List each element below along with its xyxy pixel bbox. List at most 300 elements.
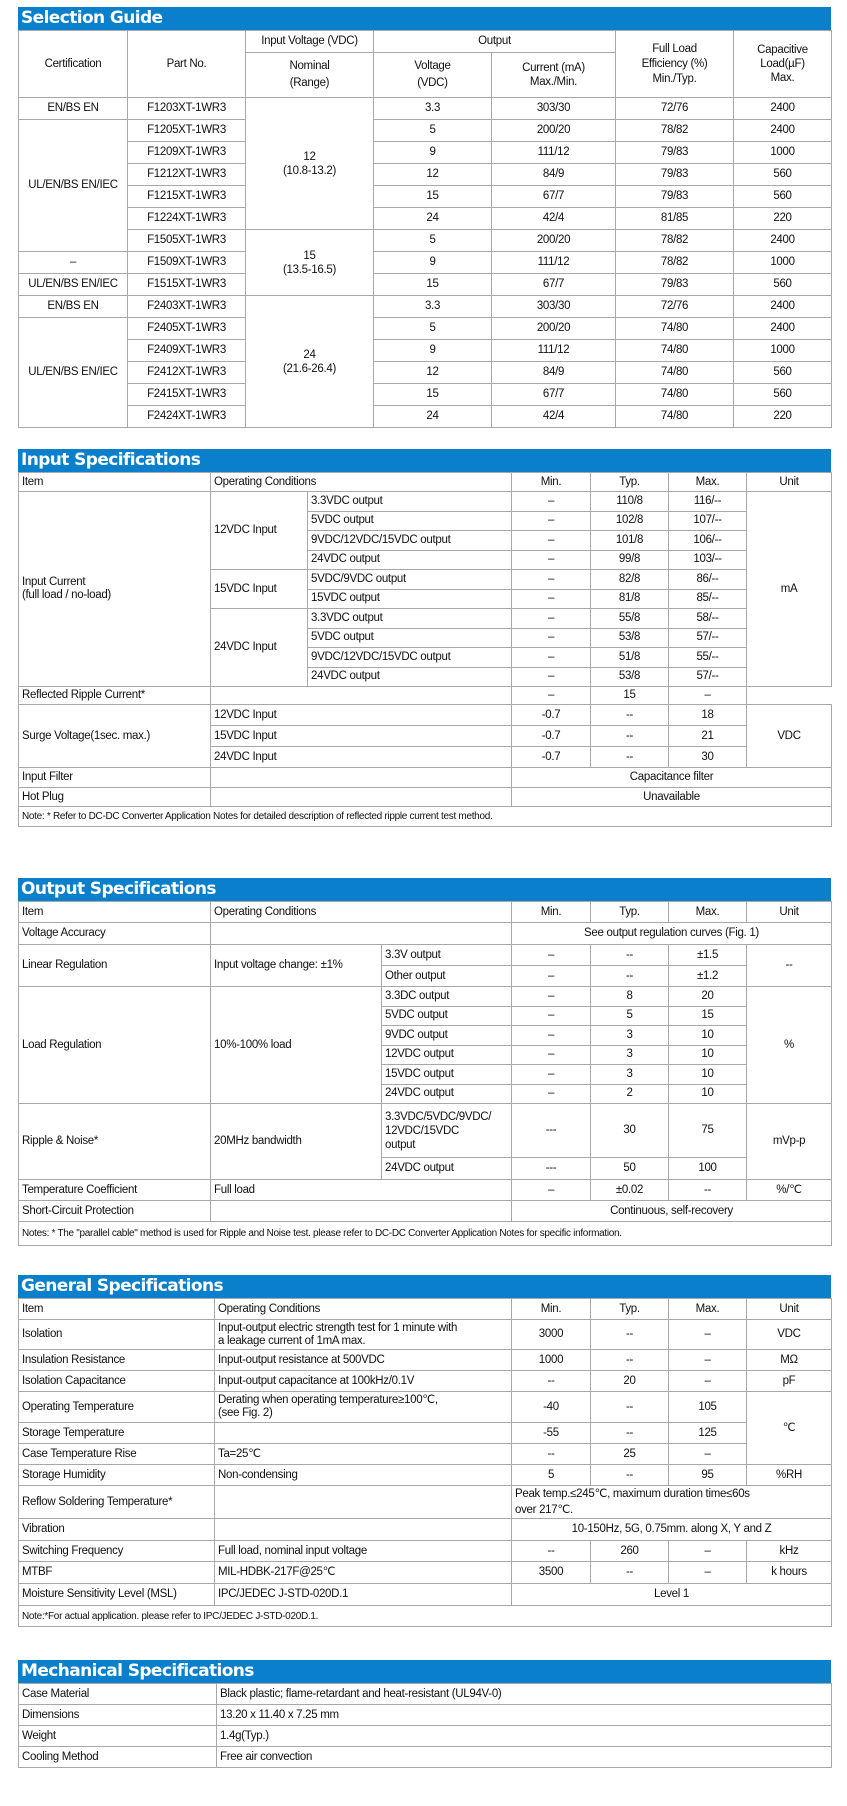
typ-cell: -- <box>591 1392 669 1423</box>
max-cell: 95 <box>669 1465 747 1486</box>
sub-condition: 24VDC output <box>308 550 512 570</box>
part-no-cell: F1205XT-1WR3 <box>128 120 246 142</box>
conditions-cell <box>211 788 512 807</box>
conditions-cell: 20MHz bandwidth <box>211 1104 382 1180</box>
unit-cell: mA <box>747 492 832 687</box>
max-cell: -- <box>669 1180 747 1201</box>
table-row <box>19 362 832 384</box>
typ-cell: 30 <box>591 1104 669 1158</box>
conditions-cell: 24VDC Input <box>211 747 512 768</box>
efficiency-cell: 79/83 <box>616 186 734 208</box>
mechanical-spec-section <box>18 1660 831 1768</box>
input-spec-table <box>18 472 832 827</box>
output-current-cell: 200/20 <box>492 318 616 340</box>
min-cell: – <box>512 1180 591 1201</box>
max-cell: 105 <box>669 1392 747 1423</box>
min-cell: -- <box>512 1371 591 1392</box>
conditions-cell: Full load <box>211 1180 512 1201</box>
capacitive-load-cell: 560 <box>734 274 832 296</box>
min-cell: -55 <box>512 1423 591 1444</box>
item-label: Ripple & Noise* <box>19 1104 211 1180</box>
output-voltage-cell: 5 <box>374 318 492 340</box>
typ-cell: ±0.02 <box>591 1180 669 1201</box>
max-cell: – <box>669 687 747 705</box>
capacitive-load-cell: 2400 <box>734 230 832 252</box>
table-row <box>19 1465 832 1486</box>
sub-condition: 5VDC/9VDC output <box>308 570 512 590</box>
part-no-cell: F2409XT-1WR3 <box>128 340 246 362</box>
min-cell: --- <box>512 1104 591 1158</box>
item-label-l2: (full load / no-load) <box>22 589 111 601</box>
mechanical-spec-table <box>18 1683 832 1768</box>
item-label: Vibration <box>19 1519 215 1541</box>
sub-condition-l2: 12VDC/15VDC <box>385 1124 460 1137</box>
output-spec-section <box>18 878 831 1246</box>
nominal-voltage: 12 <box>303 150 316 163</box>
sub-condition: 3.3DC output <box>382 987 512 1007</box>
typ-cell: 101/8 <box>591 531 669 551</box>
output-voltage-cell: 9 <box>374 340 492 362</box>
min-cell: – <box>512 648 591 668</box>
max-cell: – <box>669 1350 747 1371</box>
max-cell: 55/-- <box>669 648 747 668</box>
selection-guide-title: Selection Guide <box>18 7 831 30</box>
unit-cell: k hours <box>747 1562 832 1584</box>
sub-condition-l3: output <box>385 1138 416 1151</box>
header-nominal: Nominal <box>289 60 330 72</box>
value-cell: Black plastic; flame-retardant and heat-resistant (UL94V-0) <box>217 1684 832 1705</box>
typ-cell: 20 <box>591 1371 669 1392</box>
output-spec-title: Output Specifications <box>18 878 831 901</box>
voltage-range: (21.6-26.4) <box>283 362 336 375</box>
max-cell: 116/-- <box>669 492 747 512</box>
min-cell: – <box>512 945 591 966</box>
efficiency-cell: 72/76 <box>616 98 734 120</box>
max-cell: 106/-- <box>669 531 747 551</box>
conditions-cell: 15VDC Input <box>211 726 512 747</box>
typ-cell: 51/8 <box>591 648 669 668</box>
min-cell: – <box>512 511 591 531</box>
efficiency-cell: 78/82 <box>616 120 734 142</box>
efficiency-cell: 81/85 <box>616 208 734 230</box>
input-condition-cell: 12VDC Input <box>211 492 308 570</box>
table-row <box>19 945 832 966</box>
min-cell: -0.7 <box>512 726 591 747</box>
typ-cell: 260 <box>591 1541 669 1562</box>
input-voltage-cell <box>246 296 374 428</box>
voltage-range: (10.8-13.2) <box>283 164 336 177</box>
capacitive-load-cell: 1000 <box>734 252 832 274</box>
output-current-cell: 303/30 <box>492 98 616 120</box>
part-no-cell: F2403XT-1WR3 <box>128 296 246 318</box>
capacitive-load-cell: 2400 <box>734 318 832 340</box>
header-input-voltage: Input Voltage (VDC) <box>246 31 374 53</box>
min-cell: 3500 <box>512 1562 591 1584</box>
general-spec-note: Note:*For actual application. please refer to IPC/JEDEC J-STD-020D.1. <box>19 1606 832 1627</box>
item-label: Storage Humidity <box>19 1465 215 1486</box>
min-cell: – <box>512 966 591 987</box>
item-label: Storage Temperature <box>19 1423 215 1444</box>
typ-cell: -- <box>591 966 669 987</box>
conditions-cell <box>215 1423 512 1444</box>
min-cell: -- <box>512 1541 591 1562</box>
typ-cell: 2 <box>591 1084 669 1104</box>
part-no-cell: F2415XT-1WR3 <box>128 384 246 406</box>
table-row <box>19 142 832 164</box>
max-cell: 10 <box>669 1084 747 1104</box>
sub-condition: 5VDC output <box>308 511 512 531</box>
item-label: Reflow Soldering Temperature* <box>19 1486 215 1519</box>
output-voltage-cell: 9 <box>374 142 492 164</box>
header-capacitive-l1: Capacitive <box>757 44 808 56</box>
typ-cell: -- <box>591 945 669 966</box>
table-row <box>19 1726 832 1747</box>
certification-cell: EN/BS EN <box>19 296 128 318</box>
table-row <box>19 252 832 274</box>
selection-guide-table <box>18 30 832 428</box>
sub-condition: 9VDC/12VDC/15VDC output <box>308 648 512 668</box>
nominal-voltage: 15 <box>303 249 316 262</box>
table-row <box>19 1423 832 1444</box>
item-label: Hot Plug <box>19 788 211 807</box>
output-voltage-cell: 24 <box>374 406 492 428</box>
unit-cell: MΩ <box>747 1350 832 1371</box>
table-row <box>19 1201 832 1222</box>
mechanical-spec-title: Mechanical Specifications <box>18 1660 831 1683</box>
table-row <box>19 318 832 340</box>
value-l1: Peak temp.≤245℃, maximum duration time≤60s <box>515 1488 750 1500</box>
max-cell: – <box>669 1320 747 1350</box>
unit-cell: %/℃ <box>747 1180 832 1201</box>
certification-cell: UL/EN/BS EN/IEC <box>19 120 128 252</box>
unit-cell: ℃ <box>747 1392 832 1465</box>
efficiency-cell: 72/76 <box>616 296 734 318</box>
efficiency-cell: 79/83 <box>616 164 734 186</box>
table-row <box>19 208 832 230</box>
table-row <box>19 1180 832 1201</box>
min-cell: – <box>512 1065 591 1085</box>
efficiency-cell: 74/80 <box>616 318 734 340</box>
output-voltage-cell: 15 <box>374 274 492 296</box>
table-row <box>19 406 832 428</box>
part-no-cell: F1203XT-1WR3 <box>128 98 246 120</box>
output-voltage-cell: 3.3 <box>374 296 492 318</box>
header-capacitive-l3: Max. <box>770 72 795 84</box>
conditions-cell <box>211 768 512 788</box>
max-cell: 20 <box>669 987 747 1007</box>
typ-cell: 3 <box>591 1045 669 1065</box>
nominal-voltage: 24 <box>303 348 316 361</box>
table-row <box>19 1486 832 1519</box>
header-efficiency <box>616 31 734 98</box>
item-label: Linear Regulation <box>19 945 211 987</box>
item-label: Short-Circuit Protection <box>19 1201 211 1222</box>
conditions-cell: MIL-HDBK-217F@25℃ <box>215 1562 512 1584</box>
max-cell: 107/-- <box>669 511 747 531</box>
sub-condition-l1: 3.3VDC/5VDC/9VDC/ <box>385 1110 492 1123</box>
table-row <box>19 1371 832 1392</box>
min-cell: – <box>512 1084 591 1104</box>
max-cell: ±1.2 <box>669 966 747 987</box>
output-voltage-cell: 9 <box>374 252 492 274</box>
header-min: Min. <box>512 1299 591 1320</box>
conditions-cell: Input-output resistance at 500VDC <box>215 1350 512 1371</box>
min-cell: – <box>512 687 591 705</box>
part-no-cell: F1215XT-1WR3 <box>128 186 246 208</box>
output-current-cell: 42/4 <box>492 406 616 428</box>
max-cell: 86/-- <box>669 570 747 590</box>
item-label: Operating Temperature <box>19 1392 215 1423</box>
max-cell: 10 <box>669 1026 747 1046</box>
efficiency-cell: 79/83 <box>616 142 734 164</box>
table-row <box>19 1705 832 1726</box>
output-current-cell: 303/30 <box>492 296 616 318</box>
typ-cell: -- <box>591 747 669 768</box>
table-row <box>19 98 832 120</box>
output-current-cell: 111/12 <box>492 142 616 164</box>
efficiency-cell: 74/80 <box>616 362 734 384</box>
header-current <box>492 53 616 98</box>
selection-guide-section <box>18 7 831 428</box>
capacitive-load-cell: 1000 <box>734 142 832 164</box>
table-row <box>19 987 832 1007</box>
efficiency-cell: 74/80 <box>616 340 734 362</box>
sub-condition: 15VDC output <box>382 1065 512 1085</box>
item-label <box>19 492 211 687</box>
table-row <box>19 1519 832 1541</box>
header-min: Min. <box>512 473 591 492</box>
min-cell: – <box>512 1006 591 1026</box>
table-row <box>19 1684 832 1705</box>
output-current-cell: 200/20 <box>492 230 616 252</box>
unit-cell: VDC <box>747 705 832 768</box>
typ-cell: 3 <box>591 1065 669 1085</box>
table-row <box>19 923 832 945</box>
max-cell: 57/-- <box>669 628 747 648</box>
part-no-cell: F2412XT-1WR3 <box>128 362 246 384</box>
part-no-cell: F2424XT-1WR3 <box>128 406 246 428</box>
min-cell: --- <box>512 1158 591 1180</box>
conditions-cell <box>211 1201 512 1222</box>
max-cell: – <box>669 1371 747 1392</box>
header-item: Item <box>19 902 211 923</box>
max-cell: – <box>669 1541 747 1562</box>
value-l2: over 217℃. <box>515 1504 573 1516</box>
min-cell: -0.7 <box>512 747 591 768</box>
unit-cell: VDC <box>747 1320 832 1350</box>
header-conditions: Operating Conditions <box>211 473 512 492</box>
output-spec-table <box>18 901 832 1246</box>
certification-cell: UL/EN/BS EN/IEC <box>19 318 128 428</box>
min-cell: – <box>512 492 591 512</box>
general-spec-section <box>18 1275 831 1627</box>
sub-condition: 24VDC output <box>382 1084 512 1104</box>
typ-cell: 82/8 <box>591 570 669 590</box>
table-row <box>19 768 832 788</box>
header-voltage-l1: Voltage <box>414 60 451 72</box>
capacitive-load-cell: 220 <box>734 208 832 230</box>
value-cell: Level 1 <box>512 1584 832 1606</box>
value-cell: Capacitance filter <box>512 768 832 788</box>
typ-cell: -- <box>591 726 669 747</box>
output-voltage-cell: 24 <box>374 208 492 230</box>
item-label: MTBF <box>19 1562 215 1584</box>
part-no-cell: F1509XT-1WR3 <box>128 252 246 274</box>
sub-condition: 24VDC output <box>382 1158 512 1180</box>
value-cell: 13.20 x 11.40 x 7.25 mm <box>217 1705 832 1726</box>
input-spec-note: Note: * Refer to DC-DC Converter Application Notes for detailed description of reflected ripple current test method. <box>19 807 832 827</box>
header-typ: Typ. <box>591 473 669 492</box>
part-no-cell: F1212XT-1WR3 <box>128 164 246 186</box>
conditions-cell: Non-condensing <box>215 1465 512 1486</box>
min-cell: – <box>512 1026 591 1046</box>
min-cell: – <box>512 667 591 687</box>
table-row <box>19 340 832 362</box>
capacitive-load-cell: 2400 <box>734 98 832 120</box>
item-label: Temperature Coefficient <box>19 1180 211 1201</box>
table-row <box>19 1584 832 1606</box>
min-cell: 1000 <box>512 1350 591 1371</box>
header-capacitive-l2: Load(µF) <box>760 58 805 70</box>
header-range: (Range) <box>289 77 330 89</box>
efficiency-cell: 74/80 <box>616 384 734 406</box>
table-row <box>19 1541 832 1562</box>
output-voltage-cell: 5 <box>374 120 492 142</box>
table-row <box>19 687 832 705</box>
output-current-cell: 84/9 <box>492 164 616 186</box>
header-item: Item <box>19 473 211 492</box>
input-condition-cell: 15VDC Input <box>211 570 308 609</box>
max-cell: 10 <box>669 1065 747 1085</box>
input-spec-section <box>18 449 831 827</box>
sub-condition: 12VDC output <box>382 1045 512 1065</box>
header-conditions: Operating Conditions <box>211 902 512 923</box>
header-efficiency-l3: Min./Typ. <box>652 72 697 85</box>
table-row <box>19 384 832 406</box>
certification-cell: UL/EN/BS EN/IEC <box>19 274 128 296</box>
min-cell: -0.7 <box>512 705 591 726</box>
table-row <box>19 1747 832 1768</box>
table-row <box>19 1444 832 1465</box>
item-label: Input Filter <box>19 768 211 788</box>
item-label: Insulation Resistance <box>19 1350 215 1371</box>
general-spec-table <box>18 1298 832 1627</box>
output-voltage-cell: 12 <box>374 362 492 384</box>
table-row <box>19 230 832 252</box>
min-cell: – <box>512 1045 591 1065</box>
value-cell: Continuous, self-recovery <box>512 1201 832 1222</box>
unit-cell: % <box>747 987 832 1104</box>
header-voltage <box>374 53 492 98</box>
max-cell: 100 <box>669 1158 747 1180</box>
typ-cell: 99/8 <box>591 550 669 570</box>
value-cell: Unavailable <box>512 788 832 807</box>
sub-condition: 9VDC output <box>382 1026 512 1046</box>
table-row <box>19 1562 832 1584</box>
sub-condition: 15VDC output <box>308 589 512 609</box>
part-no-cell: F1224XT-1WR3 <box>128 208 246 230</box>
unit-cell: mVp-p <box>747 1104 832 1180</box>
value-cell: 1.4g(Typ.) <box>217 1726 832 1747</box>
capacitive-load-cell: 560 <box>734 362 832 384</box>
table-row <box>19 120 832 142</box>
typ-cell: -- <box>591 1562 669 1584</box>
efficiency-cell: 78/82 <box>616 230 734 252</box>
sub-condition: Other output <box>382 966 512 987</box>
input-spec-title: Input Specifications <box>18 449 831 472</box>
max-cell: – <box>669 1562 747 1584</box>
typ-cell: 55/8 <box>591 609 669 629</box>
output-voltage-cell: 3.3 <box>374 98 492 120</box>
conditions-cell <box>215 1320 512 1350</box>
header-max: Max. <box>669 1299 747 1320</box>
typ-cell: -- <box>591 1465 669 1486</box>
capacitive-load-cell: 2400 <box>734 296 832 318</box>
certification-cell: EN/BS EN <box>19 98 128 120</box>
capacitive-load-cell: 2400 <box>734 120 832 142</box>
value-cell: Free air convection <box>217 1747 832 1768</box>
sub-condition <box>382 1104 512 1158</box>
general-spec-title: General Specifications <box>18 1275 831 1298</box>
table-row <box>19 1104 832 1158</box>
typ-cell: 5 <box>591 1006 669 1026</box>
capacitive-load-cell: 1000 <box>734 340 832 362</box>
conditions-l2: (see Fig. 2) <box>218 1407 273 1419</box>
conditions-l2: a leakage current of 1mA max. <box>218 1334 366 1347</box>
max-cell: ±1.5 <box>669 945 747 966</box>
item-label: Case Temperature Rise <box>19 1444 215 1465</box>
item-label: Dimensions <box>19 1705 217 1726</box>
conditions-cell <box>211 687 512 705</box>
typ-cell: 53/8 <box>591 628 669 648</box>
header-conditions: Operating Conditions <box>215 1299 512 1320</box>
header-capacitive-load <box>734 31 832 98</box>
max-cell: 57/-- <box>669 667 747 687</box>
conditions-cell: Input voltage change: ±1% <box>211 945 382 987</box>
max-cell: 85/-- <box>669 589 747 609</box>
capacitive-load-cell: 560 <box>734 384 832 406</box>
header-efficiency-l2: Efficiency (%) <box>641 57 708 70</box>
conditions-cell: 12VDC Input <box>211 705 512 726</box>
header-max: Max. <box>669 902 747 923</box>
conditions-l1: Derating when operating temperature≥100℃, <box>218 1394 438 1406</box>
min-cell: – <box>512 987 591 1007</box>
conditions-cell: Input-output capacitance at 100kHz/0.1V <box>215 1371 512 1392</box>
sub-condition: 5VDC output <box>382 1006 512 1026</box>
part-no-cell: F2405XT-1WR3 <box>128 318 246 340</box>
part-no-cell: F1515XT-1WR3 <box>128 274 246 296</box>
sub-condition: 3.3VDC output <box>308 609 512 629</box>
item-label: Weight <box>19 1726 217 1747</box>
min-cell: -- <box>512 1444 591 1465</box>
output-voltage-cell: 15 <box>374 186 492 208</box>
output-current-cell: 67/7 <box>492 274 616 296</box>
conditions-cell: IPC/JEDEC J-STD-020D.1 <box>215 1584 512 1606</box>
min-cell: -40 <box>512 1392 591 1423</box>
header-efficiency-l1: Full Load <box>652 42 697 55</box>
unit-cell: %RH <box>747 1465 832 1486</box>
unit-cell: -- <box>747 945 832 987</box>
conditions-cell <box>215 1486 512 1519</box>
typ-cell: 50 <box>591 1158 669 1180</box>
table-row <box>19 164 832 186</box>
header-part-no: Part No. <box>128 31 246 98</box>
part-no-cell: F1209XT-1WR3 <box>128 142 246 164</box>
item-label: Case Material <box>19 1684 217 1705</box>
header-max: Max. <box>669 473 747 492</box>
capacitive-load-cell: 220 <box>734 406 832 428</box>
value-cell: 10-150Hz, 5G, 0.75mm. along X, Y and Z <box>512 1519 832 1541</box>
